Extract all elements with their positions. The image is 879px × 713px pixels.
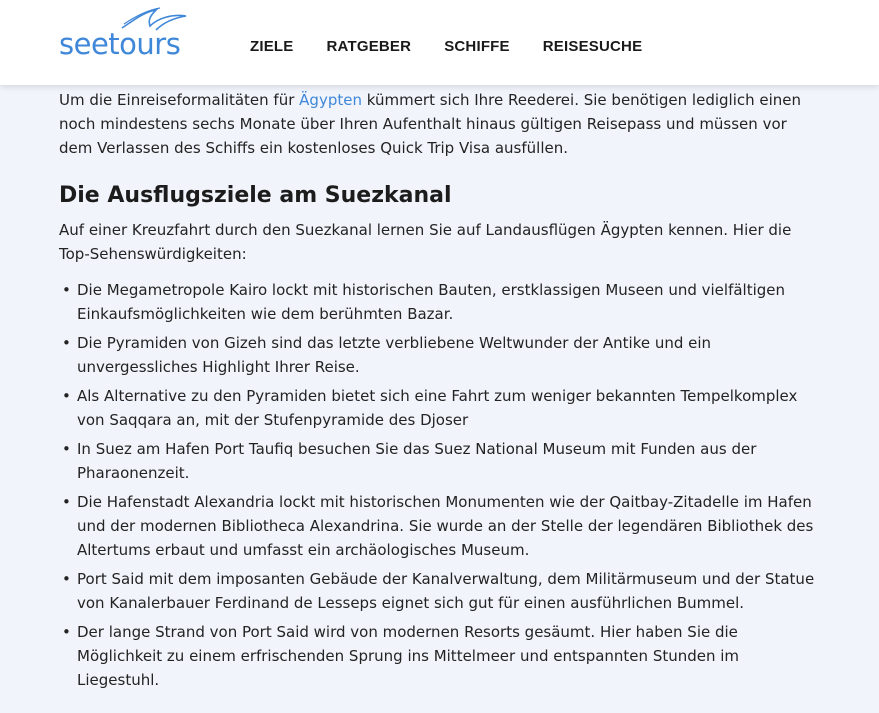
- nav-item-ziele[interactable]: ZIELE: [250, 38, 294, 55]
- list-item: • In Suez am Hafen Port Taufiq besuchen Sie das Suez National Museum mit Funden aus der Pharaonenzeit.: [59, 437, 819, 485]
- site-header: [0, 0, 879, 85]
- list-item: • Die Pyramiden von Gizeh sind das letzte verbliebene Weltwunder der Antike und ein unvergessliches Highlight Ihrer Reise.: [59, 331, 819, 379]
- nav-item-reisesuche[interactable]: REISESUCHE: [542, 38, 643, 55]
- sights-list: [59, 278, 819, 697]
- list-item: • Die Hafenstadt Alexandria lockt mit historischen Monumenten wie der Qaitbay-Zitadelle im Hafen und der modernen Bibliotheca Alexandrina. Sie wurde an der Stelle der legendären Bibliothek des Altertums erbaut und umfasst ein archäologisches Museum.: [59, 490, 819, 562]
- article-content: [59, 88, 819, 689]
- logo-text: seetours: [59, 27, 181, 61]
- seetours-logo[interactable]: [59, 6, 194, 64]
- egypt-link[interactable]: Ägypten: [299, 91, 362, 109]
- list-item: • Der lange Strand von Port Said wird von modernen Resorts gesäumt. Hier haben Sie die Möglichkeit zu einem erfrischenden Sprung ins Mittelmeer und entspannten Stunden im Liegestuhl.: [59, 620, 819, 692]
- intro-text-end: kümmert sich Ihre Reederei. Sie benötigen lediglich einen noch mindestens sechs Monate über Ihren Aufenthalt hinaus gültigen Reisepass und müssen vor dem Verlassen des Schiffs ein kostenloses Quick Trip Visa ausfüllen.: [59, 91, 802, 157]
- main-navigation: [250, 38, 642, 55]
- section-lead: Auf einer Kreuzfahrt durch den Suezkanal lernen Sie auf Landausflügen Ägypten kennen. Hier die Top-Sehenswürdigkeiten:: [59, 221, 792, 263]
- nav-item-ratgeber[interactable]: RATGEBER: [326, 38, 412, 55]
- list-item: • Port Said mit dem imposanten Gebäude der Kanalverwaltung, dem Militärmuseum und der Statue von Kanalerbauer Ferdinand de Lesseps eignet sich gut für einen ausführlichen Bummel.: [59, 567, 819, 615]
- section-heading: Die Ausflugsziele am Suezkanal: [59, 183, 452, 208]
- nav-item-schiffe[interactable]: SCHIFFE: [444, 38, 510, 55]
- list-item: • Als Alternative zu den Pyramiden bietet sich eine Fahrt zum weniger bekannten Tempelkomplex von Saqqara an, mit der Stufenpyramide des Djoser: [59, 384, 819, 432]
- list-item: • Die Megametropole Kairo lockt mit historischen Bauten, erstklassigen Museen und vielfältigen Einkaufsmöglichkeiten wie dem berühmten Bazar.: [59, 278, 819, 326]
- intro-text-start: Um die Einreiseformalitäten für: [59, 91, 300, 109]
- intro-paragraph: [59, 88, 819, 160]
